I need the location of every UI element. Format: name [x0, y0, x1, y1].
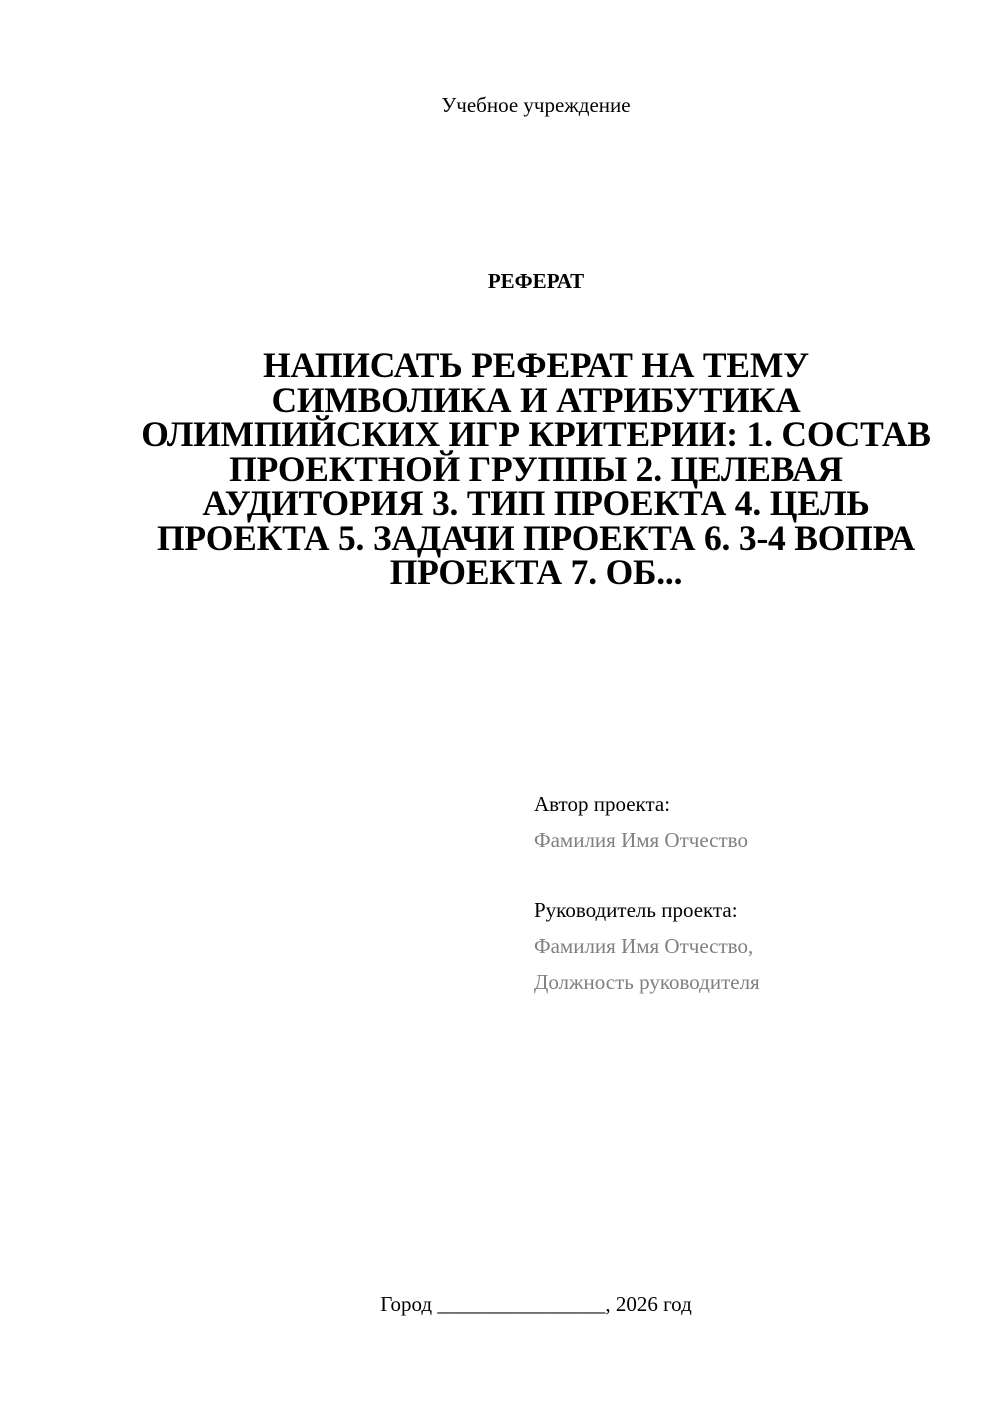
city-year-line: Город ________________, 2026 год — [380, 1292, 692, 1316]
supervisor-block — [534, 892, 974, 1000]
supervisor-label: Руководитель проекта: — [534, 898, 738, 922]
author-name: Фамилия Имя Отчество — [534, 828, 748, 852]
document-type: РЕФЕРАТ — [487, 269, 585, 293]
supervisor-position: Должность руководителя — [534, 970, 760, 994]
institution-name: Учебное учреждение — [441, 93, 631, 117]
supervisor-name: Фамилия Имя Отчество, — [534, 934, 754, 958]
document-title: НАПИСАТЬ РЕФЕРАТ НА ТЕМУ СИМВОЛИКА И АТРИБУТИКА ОЛИМПИЙСКИХ ИГР КРИТЕРИИ: 1. СОСТАВ ПРОЕКТНОЙ ГРУППЫ 2. ЦЕЛЕВАЯ АУДИТОРИЯ 3. ТИП ПРОЕКТА 4. ЦЕЛЬ ПРОЕКТА 5. ЗАДАЧИ ПРОЕКТА 6. 3-4 ВОПРА ПРОЕКТА 7. ОБ... — [141, 345, 931, 592]
author-block — [534, 786, 974, 858]
author-label: Автор проекта: — [534, 792, 671, 816]
